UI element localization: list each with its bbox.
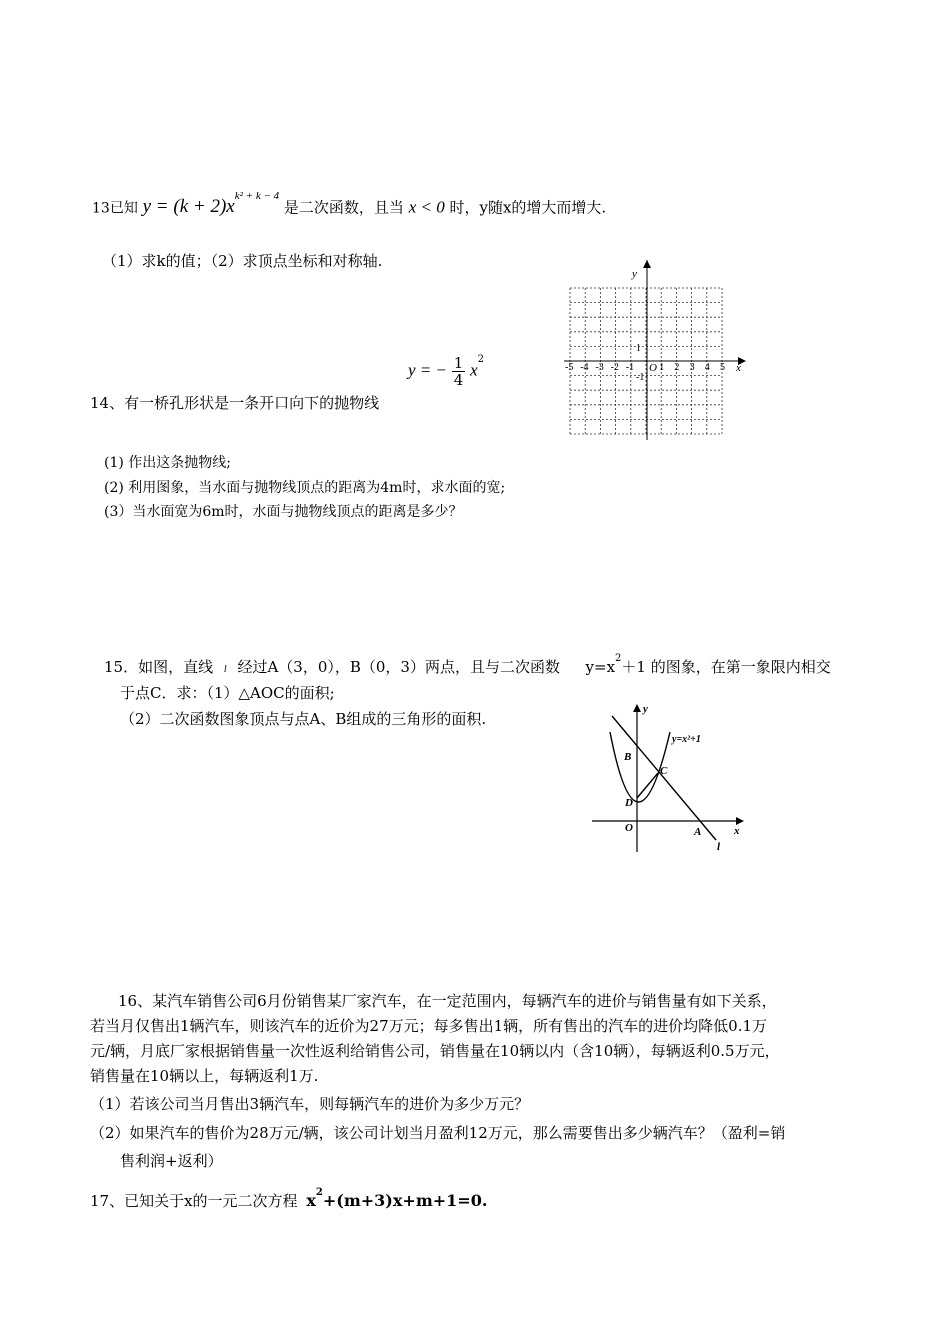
x-tick-labels (565, 362, 725, 373)
q16-line-4: 销售量在10辆以上，每辆返利1万. (90, 1067, 319, 1085)
x-tick-label: 3 (689, 362, 695, 373)
q14-prefix: 14、有一桥孔形状是一条开口向下的抛物线 (90, 394, 380, 412)
q14-frac-den: 4 (453, 371, 464, 389)
q14-grid-figure (560, 258, 750, 443)
q13-prefix: 13已知 (92, 200, 138, 217)
q15-line-3: （2）二次函数图象顶点与点A、B组成的三角形的面积. (120, 710, 487, 728)
q15-line1-a: 15．如图，直线 (104, 658, 214, 676)
x-axis-label: x (736, 362, 741, 374)
q16-line-1: 16、某汽车销售公司6月份销售某厂家汽车，在一定范围内，每辆汽车的进价与销售量有如下关系， (118, 992, 777, 1010)
q13-exponent: k² + k − 4 (234, 190, 280, 202)
q13-line (92, 190, 607, 218)
fig-label-c: C (660, 765, 668, 777)
q14-item-1: (1) 作出这条抛物线; (104, 455, 231, 471)
q14-equation (408, 355, 484, 388)
fig-label-l: l (717, 841, 721, 853)
fig-label-b: B (624, 751, 632, 763)
q15-func-exp: 2 (615, 653, 622, 664)
q16-sub-1: （1）若该公司当月售出3辆汽车，则每辆汽车的进价为多少万元？ (90, 1095, 530, 1113)
x-tick-label: 1 (659, 362, 665, 373)
y-tick-neg: -1 (636, 372, 645, 383)
y-axis-arrow (643, 260, 651, 268)
fig-label-a: A (694, 826, 702, 838)
q13-suffix: 时，y随x的增大而增大. (449, 198, 607, 217)
q14-eq-x: x (470, 360, 478, 380)
y-axis-label: y (632, 268, 637, 280)
q16-sub-2a: （2）如果汽车的售价为28万元/辆，该公司计划当月盈利12万元，那么需要售出多少辆汽车？（盈利=销 (90, 1124, 786, 1142)
q14-item-3: (3）当水面宽为6m时，水面与抛物线顶点的距离是多少？ (104, 504, 463, 520)
q14-fraction (452, 355, 466, 388)
fig-x-arrow (736, 817, 744, 825)
q17-eq-b: +(m+3)x+m+1=0. (322, 1191, 488, 1210)
q15-line-name: l (223, 664, 227, 675)
q16-line-2: 若当月仅售出1辆汽车，则该汽车的近价为27万元；每多售出1辆，所有售出的汽车的进价均降低0.1万 (90, 1017, 768, 1035)
q17-line (90, 1186, 488, 1211)
q16-line-3: 元/辆，月底厂家根据销售量一次性返利给销售公司，销售量在10辆以内（含10辆），每辆返利0.5万元， (90, 1042, 780, 1060)
q14-item-2: (2) 利用图象，当水面与抛物线顶点的距离为4m时，求水面的宽; (104, 480, 506, 496)
q17-eq-exp: 2 (315, 1186, 323, 1198)
q13-mid-text: 是二次函数，且当 (283, 198, 404, 217)
q15-line1-c: 的图象，在第一象限内相交 (650, 658, 831, 676)
fig-segment-dc (637, 773, 658, 798)
x-tick-label: 4 (704, 362, 710, 373)
x-tick-label: 2 (674, 362, 680, 373)
x-tick-label: -4 (580, 362, 589, 373)
x-tick-label: 5 (720, 362, 725, 373)
q17-equation (306, 1186, 488, 1210)
fig-label-o: O (625, 822, 633, 834)
x-tick-label: -5 (565, 362, 574, 373)
q17-prefix: 17、已知关于x的一元二次方程 (90, 1192, 298, 1210)
q14-eq-y: y = − (408, 360, 447, 380)
q15-figure (588, 700, 748, 855)
q14-frac-num: 1 (453, 354, 464, 372)
q15-line-2: 于点C．求：（1）△AOC的面积; (120, 684, 335, 702)
q15-line-1 (104, 653, 831, 677)
q13-equation-lhs: y = (k + 2)x (142, 196, 235, 218)
fig-y-arrow (633, 704, 641, 712)
q13-equation (142, 190, 284, 218)
x-tick-label: -2 (610, 362, 619, 373)
x-tick-label: -1 (625, 362, 635, 373)
q15-func: y=x (585, 658, 616, 676)
q16-sub-2b: 售利润+返利） (120, 1152, 223, 1170)
q13-condition: x < 0 (408, 197, 445, 217)
origin-label: O (649, 362, 657, 374)
q15-line1-b: 经过A（3，0），B（0，3）两点，且与二次函数 (237, 658, 560, 676)
x-tick-label: -3 (595, 362, 604, 373)
fig-label-x: x (734, 825, 740, 837)
q15-func-tail: ＋1 (621, 658, 646, 676)
q13-subquestions: （1）求k的值；（2）求顶点坐标和对称轴. (102, 252, 383, 270)
fig-label-d: D (625, 797, 633, 809)
fig-label-y: y (643, 703, 648, 715)
q17-eq-a: x (306, 1191, 316, 1210)
y-tick-pos: 1 (636, 343, 641, 354)
fig-label-curve: y=x²+1 (672, 734, 701, 745)
q14-eq-exp: 2 (477, 353, 485, 365)
